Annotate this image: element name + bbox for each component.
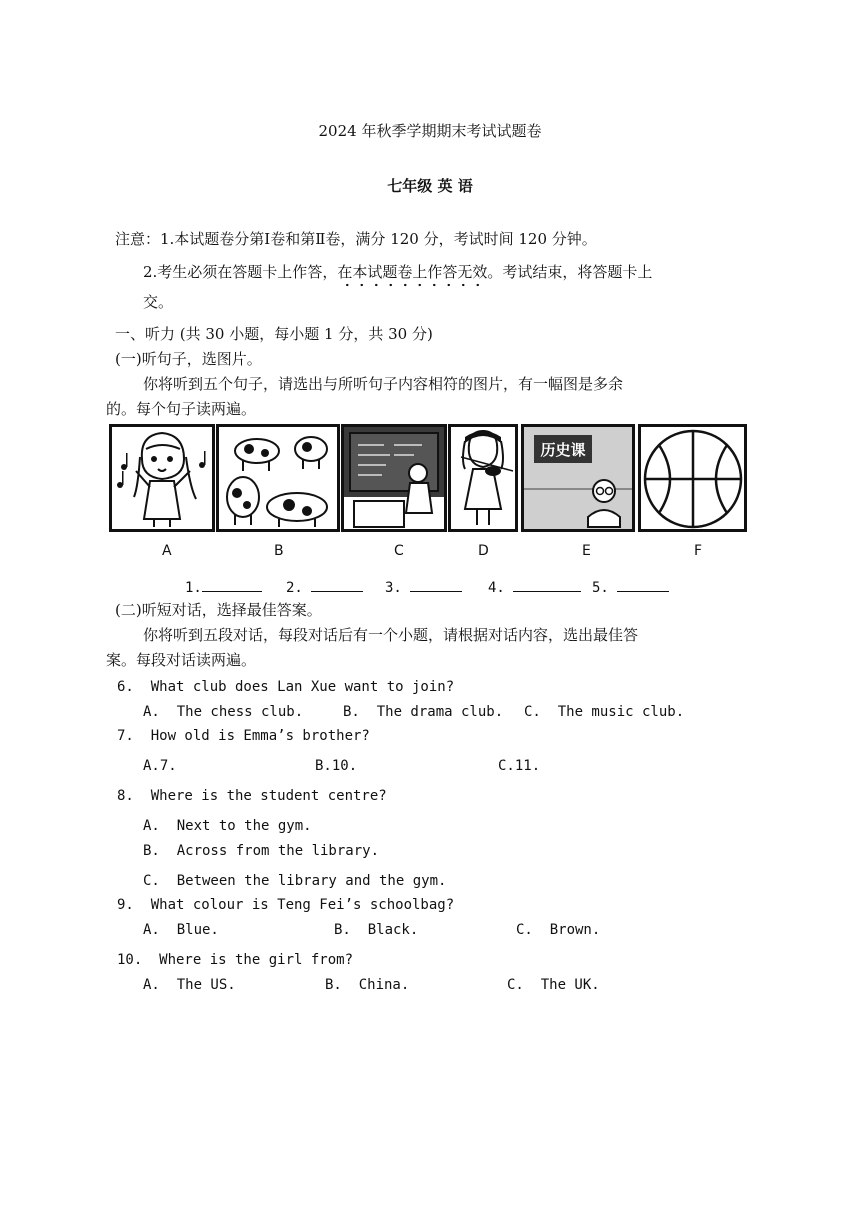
section-1-heading: 一、听力 (共 30 小题，每小题 1 分，共 30 分) [115,325,433,343]
notice-line-2-b: 。考试结束，将答题卡上 [487,263,653,281]
picture-letter-b: B [274,543,284,559]
part-1-instruction-1: 你将听到五个句子，请选出与所听句子内容相符的图片，有一幅图是多余 [143,375,624,393]
notice-line-2 [143,261,652,282]
q7-option-c[interactable]: C.11. [498,758,541,774]
part-1-heading: (一)听句子，选图片。 [115,350,262,368]
q8-option-a[interactable]: A. Next to the gym. [143,818,312,834]
picture-letter-d: D [478,543,489,559]
q9-option-b[interactable]: B. Black. [334,922,419,938]
blank-number: 4. [488,580,505,596]
picture-letter-f: F [694,543,703,559]
answer-blank-3[interactable] [385,577,462,596]
answer-blank-5[interactable] [592,577,669,596]
q10-option-a[interactable]: A. The US. [143,977,236,993]
picture-letter-a: A [162,543,172,559]
blank-number: 2. [286,580,303,596]
notice-line-3: 交。 [143,293,174,311]
blank-number: 1. [185,580,202,596]
q10-option-b[interactable]: B. China. [325,977,410,993]
exam-title: 2024 年秋季学期期末考试试题卷 [318,122,542,140]
picture-letter-c: C [394,543,404,559]
q6-option-c[interactable]: C. The music club. [524,704,685,720]
part-2-heading: (二)听短对话，选择最佳答案。 [115,601,322,619]
q9-option-c[interactable]: C. Brown. [516,922,601,938]
question-6: 6. What club does Lan Xue want to join? [117,679,455,695]
q8-option-b[interactable]: B. Across from the library. [143,843,380,859]
picture-row [109,424,747,534]
history-class-icon [521,424,635,532]
teacher-blackboard-icon [341,424,447,532]
question-8: 8. Where is the student centre? [117,788,387,804]
question-9: 9. What colour is Teng Fei’s schoolbag? [117,897,455,913]
q7-option-b[interactable]: B.10. [315,758,358,774]
part-2-instruction-1: 你将听到五段对话，每段对话后有一个小题，请根据对话内容，选出最佳答 [143,626,639,644]
q7-option-a[interactable]: A.7. [143,758,177,774]
part-1-instruction-2: 的。每个句子读两遍。 [106,400,257,418]
basketball-icon [638,424,747,532]
question-10: 10. Where is the girl from? [117,952,354,968]
cows-icon [216,424,340,532]
notice-line-2-emphasis: 在本试题卷上作答无效 [337,263,487,287]
q8-option-c[interactable]: C. Between the library and the gym. [143,873,447,889]
picture-letter-e: E [582,543,591,559]
q6-option-b[interactable]: B. The drama club. [343,704,504,720]
notice-line-2-a: 2.考生必须在答题卡上作答， [143,263,338,281]
girl-violin-icon [448,424,518,532]
answer-blank-4[interactable] [488,577,581,596]
question-7: 7. How old is Emma’s brother? [117,728,370,744]
history-class-caption: 历史课 [540,441,586,459]
answer-blank-2[interactable] [286,577,363,596]
answer-blank-1[interactable] [185,577,262,596]
girl-singing-icon [109,424,215,532]
q6-option-a[interactable]: A. The chess club. [143,704,304,720]
q9-option-a[interactable]: A. Blue. [143,922,219,938]
exam-subject: 七年级 英 语 [387,177,473,195]
part-2-instruction-2: 案。每段对话读两遍。 [106,651,257,669]
blank-number: 5. [592,580,609,596]
notice-line-1: 注意：1.本试题卷分第Ⅰ卷和第Ⅱ卷，满分 120 分，考试时间 120 分钟。 [115,230,597,248]
blank-number: 3. [385,580,402,596]
q10-option-c[interactable]: C. The UK. [507,977,600,993]
